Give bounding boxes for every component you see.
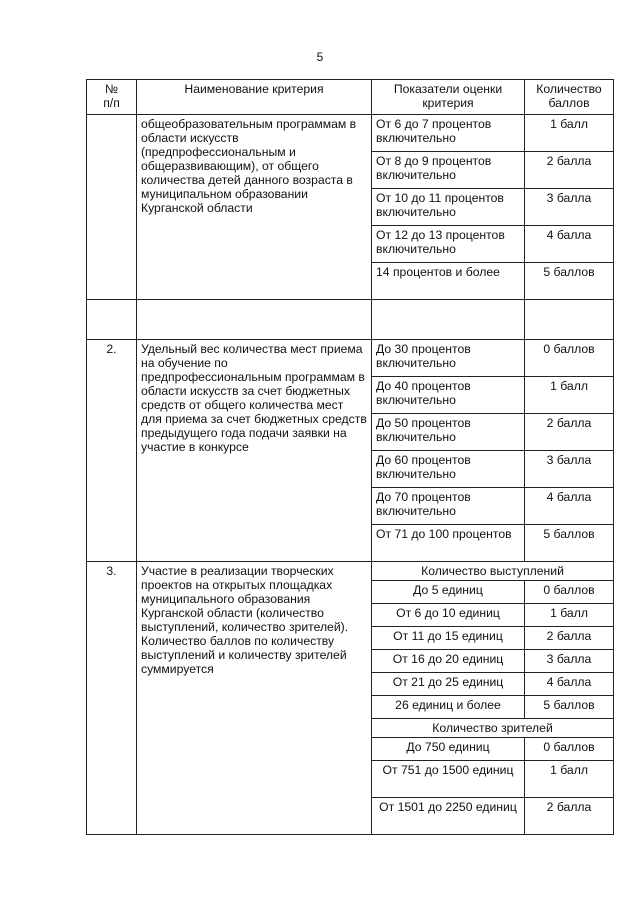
points-cell: 2 балла [525, 627, 614, 650]
indicator-cell: До 750 единиц [372, 738, 525, 761]
criteria-table [86, 79, 614, 835]
spacer-cell [87, 300, 137, 340]
indicator-cell: От 751 до 1500 единиц [372, 761, 525, 798]
criterion-number [87, 115, 137, 300]
points-cell: 2 балла [525, 414, 614, 451]
header-points: Количество баллов [525, 80, 614, 115]
indicator-cell: До 60 процентов включительно [372, 451, 525, 488]
table-row [87, 340, 614, 377]
subheader-spectators: Количество зрителей [372, 719, 614, 738]
criterion-text: Удельный вес количества мест приема на обучение по предпрофессиональным программам в области искусств за счет бюджетных средств от общего количества мест для приема за счет бюджетных средств предыдущего года подачи заявки на участие в конкурсе [137, 340, 372, 562]
header-indicators: Показатели оценки критерия [372, 80, 525, 115]
table-header-row [87, 80, 614, 115]
indicator-cell: До 40 процентов включительно [372, 377, 525, 414]
spacer-cell [525, 300, 614, 340]
spacer-cell [137, 300, 372, 340]
points-cell: 3 балла [525, 451, 614, 488]
points-cell: 3 балла [525, 189, 614, 226]
indicator-cell: 26 единиц и более [372, 696, 525, 719]
indicator-cell: От 71 до 100 процентов [372, 525, 525, 562]
indicator-cell: От 21 до 25 единиц [372, 673, 525, 696]
points-cell: 4 балла [525, 226, 614, 263]
indicator-cell: От 8 до 9 процентов включительно [372, 152, 525, 189]
points-cell: 1 балл [525, 377, 614, 414]
points-cell: 5 баллов [525, 263, 614, 300]
points-cell: 5 баллов [525, 696, 614, 719]
subheader-performances: Количество выступлений [372, 562, 614, 581]
header-criterion-name: Наименование критерия [137, 80, 372, 115]
points-cell: 2 балла [525, 798, 614, 835]
indicator-cell: От 1501 до 2250 единиц [372, 798, 525, 835]
points-cell: 0 баллов [525, 581, 614, 604]
points-cell: 1 балл [525, 761, 614, 798]
indicator-cell: От 10 до 11 процентов включительно [372, 189, 525, 226]
indicator-cell: От 11 до 15 единиц [372, 627, 525, 650]
indicator-cell: До 30 процентов включительно [372, 340, 525, 377]
criterion-number: 2. [87, 340, 137, 562]
indicator-cell: От 6 до 10 единиц [372, 604, 525, 627]
points-cell: 4 балла [525, 673, 614, 696]
spacer-row [87, 300, 614, 340]
indicator-cell: До 70 процентов включительно [372, 488, 525, 525]
indicator-cell: 14 процентов и более [372, 263, 525, 300]
points-cell: 0 баллов [525, 738, 614, 761]
header-number: № п/п [87, 80, 137, 115]
criterion-number: 3. [87, 562, 137, 835]
indicator-cell: От 6 до 7 процентов включительно [372, 115, 525, 152]
points-cell: 5 баллов [525, 525, 614, 562]
points-cell: 1 балл [525, 604, 614, 627]
indicator-cell: До 50 процентов включительно [372, 414, 525, 451]
points-cell: 4 балла [525, 488, 614, 525]
indicator-cell: До 5 единиц [372, 581, 525, 604]
indicator-cell: От 12 до 13 процентов включительно [372, 226, 525, 263]
points-cell: 0 баллов [525, 340, 614, 377]
spacer-cell [372, 300, 525, 340]
table-row [87, 562, 614, 581]
criterion-text: общеобразовательным программам в области искусств (предпрофессиональным и общеразвивающим), от общего количества детей данного возраста в муниципальном образовании Курганской области [137, 115, 372, 300]
indicator-cell: От 16 до 20 единиц [372, 650, 525, 673]
points-cell: 1 балл [525, 115, 614, 152]
points-cell: 3 балла [525, 650, 614, 673]
criterion-text: Участие в реализации творческих проектов на открытых площадках муниципального образования Курганской области (количество выступлений, количество зрителей). Количество баллов по количеству выступлений и количеству зрителей суммируется [137, 562, 372, 835]
page-number: 5 [316, 50, 324, 64]
points-cell: 2 балла [525, 152, 614, 189]
table-row [87, 115, 614, 152]
